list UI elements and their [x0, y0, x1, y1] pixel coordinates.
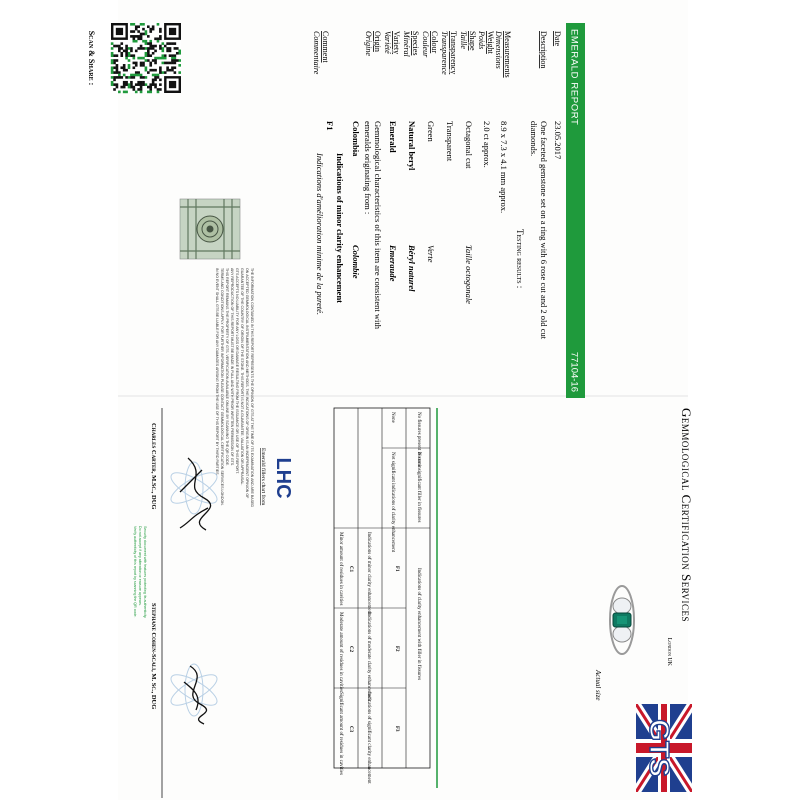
label-description: Description	[539, 31, 548, 69]
value-date: 23.05.2017	[553, 121, 563, 160]
value-comment: Indications of minor clarity enhancement	[335, 153, 345, 304]
fr-dimensions: Dimensions	[494, 31, 503, 69]
value-description: One faceted gemstone set on a ring with 6 rose cut and 2 old cut	[539, 121, 549, 340]
label-colour: Colour	[430, 31, 439, 54]
disclaimer-line: THE INFORMATION CONTAINED IN THIS REPORT REPRESENTS THE OPINION OF GTS AT THE TIME OF ITS EXAMINATION AND ARE BASED	[250, 268, 254, 508]
hologram-seal	[180, 199, 240, 259]
chart-cell: F1	[394, 566, 399, 572]
chart-cell: Not significant indications of clarity enhancement	[390, 452, 395, 553]
disclaimer-line: IN NO EVENT SHALL GTS BE LIABLE FOR ANY DAMAGES ARISING FROM THE USE OF THIS REPORT BY THIRD PARTIES.	[215, 268, 219, 476]
chart-cell: C3	[348, 726, 353, 733]
signatory-2: Stephane Cohen-Scali, M. Sc., DUG	[150, 603, 157, 710]
fr-transparence: Transparence	[440, 31, 449, 75]
value-species: Natural beryl	[407, 121, 417, 171]
disclaimer-line: GTS ACCEPTS NO LIABILITY FOR ANY LOSS OR DAMAGE RESULTING FROM THE ISSUANCE OR USE OF THIS REPORT.	[235, 268, 239, 474]
value-species-fr: Béryl naturel	[407, 245, 417, 292]
actual-size-label: Actual size	[594, 670, 602, 701]
svg-text:Verify authenticity of this re: Verify authenticity of this report by scanning the QR code.	[133, 526, 137, 618]
lhc-logo	[272, 457, 294, 498]
gts-logo	[636, 704, 692, 792]
svg-text:Security document with feature: Security document with features protecting its authenticity.	[143, 526, 147, 619]
svg-text:LHC: LHC	[272, 457, 294, 499]
qr-code	[111, 23, 181, 93]
fr-commentaire: Commentaire	[312, 31, 321, 75]
report-number: 77104-16	[568, 351, 580, 392]
value-origin: Gemmological characteristics of this item are consistent with	[373, 121, 383, 329]
chart-cell: C2	[348, 646, 353, 653]
value-origin-country: Colombia	[351, 121, 361, 157]
label-measurements: Measurements	[503, 31, 512, 78]
value-colour: Green	[426, 121, 436, 142]
fr-taille: Taille	[459, 31, 468, 49]
fr-origine: Origine	[364, 31, 373, 56]
chart-cell: No or insignificant filler in fissures	[416, 452, 421, 523]
chart-cell: Indications of clarity enhancement with filler in fissures	[416, 568, 421, 681]
value-shape-fr: Taille octogonale	[464, 245, 474, 304]
value-origin-fr: Colombie	[351, 245, 361, 279]
value-colour-fr: Verte	[426, 245, 436, 263]
signatory-note	[133, 526, 147, 618]
value-origin-2: emeralds originating from :	[363, 121, 373, 215]
lab-name: Gemmological Certification Services	[679, 408, 694, 623]
chart-cell: Minor amount of residues in cavities	[338, 532, 343, 606]
label-comment: Comment	[321, 31, 330, 63]
label-variety: Variety	[392, 31, 401, 55]
label-origin: Origin	[373, 31, 382, 52]
disclaimer-line: TERMS AND CONDITIONS APPLY. FOR FURTHER INFORMATION PLEASE CONTACT GEMMOLOGICAL CERTIFICATION SERVICES LONDON.	[220, 268, 224, 506]
disclaimer-line: GUARANTEE OF THE COUNTRY OF ORIGIN OF THE STONE. THIS REPORT IS NOT A GUARANTEE, VALUATION OR APPRAISAL.	[240, 268, 244, 486]
label-shape: Shape	[468, 31, 477, 51]
chart-cell: Moderate amount of residues in cavities	[338, 612, 343, 693]
scan-share-label: Scan & Share :	[87, 30, 96, 86]
value-shape: Octagonal cut	[464, 121, 474, 169]
chart-cell: F2	[394, 646, 399, 652]
gts-logo-letters: GTS	[644, 719, 675, 777]
testing-results: Testing results :	[515, 229, 525, 289]
chart-cell: Indications of moderate clarity enhancement	[366, 612, 371, 702]
chart-cell: None	[390, 412, 395, 423]
value-comment-code: F1	[325, 121, 335, 131]
value-variety: Emerald	[388, 121, 398, 153]
fr-variete: Variété	[383, 31, 392, 54]
chart-cell: F3	[394, 726, 399, 732]
disclaimer-line: ANY REPRODUCTION OF THIS REPORT MUST BE MADE IN FULL AND WITH PRIOR WRITTEN PERMISSION OF GTS.	[230, 268, 234, 467]
fr-couleur: Couleur	[421, 31, 430, 58]
chart-cell: No fissures present in stone	[416, 412, 421, 468]
value-variety-fr: Emeraude	[388, 245, 398, 282]
fr-poids: Poids	[477, 31, 486, 50]
chart-cell: Indications of minor clarity enhancement	[366, 532, 371, 615]
fillers-chart-caption: Emerald fillers chart from	[260, 448, 266, 506]
fr-mineral: Minéral	[402, 31, 411, 57]
svg-text:Do not accept if any alteratio: Do not accept if any alteration or erasure appears.	[138, 526, 142, 606]
label-transparency: Transparency	[449, 31, 458, 75]
chart-cell: Indications of significant clarity enhancement	[366, 692, 371, 784]
value-measurements: 8.9 x 7.3 x 4.1 mm approx.	[499, 121, 509, 214]
value-transparency: Transparent	[445, 121, 455, 162]
signatory-1: Charles Carter, M.Sc., DUG	[150, 423, 157, 510]
report-title: EMERALD REPORT	[568, 29, 580, 126]
label-date: Date	[553, 31, 562, 47]
lab-location: London UK	[666, 637, 672, 666]
disclaimer-line: ON ACCEPTED GEMMOLOGICAL INSTRUMENTATION AND METHODS. THE INDICATIONS OF ORIGIN IS AN INDEPENDENT OPINION OF	[245, 268, 249, 499]
label-weight: Weight	[486, 31, 495, 54]
chart-cell: Significant amount of residues in cavities	[338, 692, 343, 775]
value-description-2: diamonds.	[529, 121, 539, 157]
disclaimer-line: THIS REPORT REMAINS THE PROPERTY OF GTS. VERIFICATION AVAILABLE ONLINE BY SCANNING THE QR CODE.	[225, 268, 229, 467]
value-comment-fr: Indications d'amélioration minime de la pureté.	[315, 153, 325, 316]
value-weight: 2.0 ct approx.	[482, 121, 492, 168]
label-species: Species	[411, 31, 420, 56]
chart-cell: C1	[348, 566, 353, 573]
